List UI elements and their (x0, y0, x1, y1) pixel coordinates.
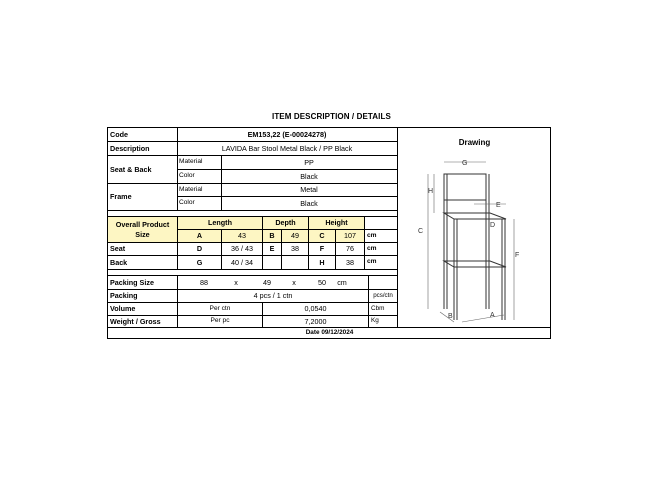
weight-label: Weight / Gross (110, 316, 161, 326)
dim-C-value: 107 (336, 230, 364, 242)
height-header: Height (309, 217, 364, 229)
overall-size-label-line2: Size (135, 229, 150, 239)
packing-size-width: 49 (263, 277, 271, 287)
packing-label: Packing (110, 291, 138, 301)
back-unit: cm (367, 258, 377, 266)
overall-size-label-line1: Overall Product (115, 220, 170, 230)
stool-seat (444, 213, 506, 219)
seat-back-material: PP (304, 157, 314, 167)
drawing-label: Drawing (458, 138, 491, 147)
dim-F-letter: F (319, 244, 325, 254)
dim-label-F: F (515, 252, 520, 259)
dim-label-C: C (418, 228, 424, 235)
description-label: Description (110, 143, 150, 153)
bar-stool-drawing (414, 157, 524, 327)
dim-E-value: 38 (291, 244, 299, 254)
description-value: LAVIDA Bar Stool Metal Black / PP Black (221, 143, 353, 153)
dim-G-value: 40 / 34 (231, 257, 253, 267)
overall-unit: cm (367, 231, 377, 239)
stool-backrest (444, 174, 486, 200)
overall-size-label (108, 217, 177, 242)
dim-label-H: H (428, 188, 434, 195)
volume-value: 0,0540 (304, 304, 327, 314)
document-title: ITEM DESCRIPTION / DETAILS (272, 112, 391, 121)
seat-back-label: Seat & Back (110, 164, 152, 174)
seat-label: Seat (110, 244, 126, 254)
seat-back-material-label: Material (179, 158, 203, 166)
volume-per: Per ctn (209, 304, 231, 312)
stool-footrest (444, 261, 506, 267)
dim-F-value: 76 (346, 244, 354, 254)
code-value: EM153,22 (E-00024278) (247, 130, 327, 140)
packing-size-label: Packing Size (110, 277, 154, 287)
dim-D-value: 36 / 43 (231, 244, 253, 254)
dim-H-letter: H (319, 257, 325, 267)
seat-unit: cm (367, 244, 377, 252)
frame-color-label: Color (179, 199, 195, 207)
dim-label-E: E (496, 202, 501, 209)
frame-label: Frame (110, 192, 132, 202)
code-label: Code (110, 130, 128, 140)
seat-back-color-label: Color (179, 172, 195, 180)
frame-material: Metal (300, 185, 318, 195)
dim-D-letter: D (196, 244, 203, 254)
packing-size-height: 50 (318, 277, 326, 287)
dim-label-B: B (448, 313, 453, 320)
weight-value: 7,2000 (304, 316, 327, 326)
frame-color: Black (300, 198, 318, 208)
depth-header: Depth (263, 217, 308, 229)
packing-size-length: 88 (200, 277, 208, 287)
packing-unit: pcs/ctn (373, 291, 393, 299)
packing-value: 4 pcs / 1 ctn (253, 291, 293, 301)
frame-material-label: Material (179, 185, 203, 193)
date-label: Date 09/12/2024 (305, 329, 354, 337)
packing-size-x1: x (234, 277, 238, 287)
volume-unit: Cbm (371, 304, 385, 312)
length-header: Length (178, 217, 262, 229)
weight-unit: Kg (371, 317, 379, 325)
dim-A-letter: A (178, 230, 221, 242)
dim-label-G: G (462, 160, 468, 167)
dim-B-letter: B (263, 230, 281, 242)
dim-G-letter: G (196, 257, 203, 267)
dim-A-value: 43 (222, 230, 262, 242)
dim-label-D: D (490, 222, 496, 229)
dim-B-value: 49 (282, 230, 308, 242)
packing-size-x2: x (292, 277, 296, 287)
dim-E-letter: E (269, 244, 275, 254)
volume-label: Volume (110, 304, 136, 314)
back-label: Back (110, 257, 128, 267)
dim-H-value: 38 (346, 257, 354, 267)
dim-C-letter: C (309, 230, 335, 242)
packing-size-unit: cm (337, 277, 347, 287)
dim-label-A: A (490, 312, 495, 319)
seat-back-color: Black (300, 171, 318, 181)
weight-per: Per pc (210, 317, 230, 325)
